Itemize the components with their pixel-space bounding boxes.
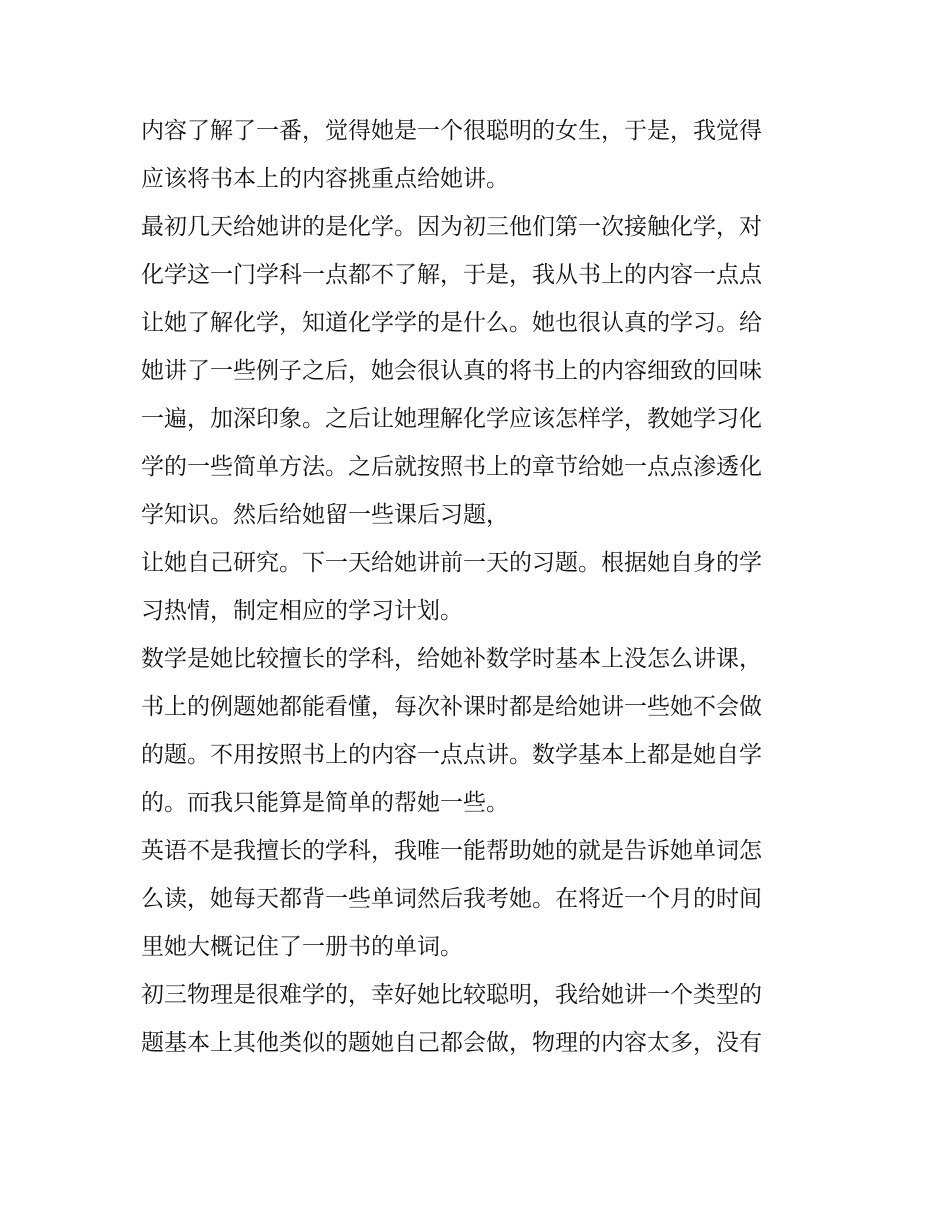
text-line: 的题。不用按照书上的内容一点点讲。数学基本上都是她自学 [141,742,762,768]
text-line: 英语不是我擅长的学科，我唯一能帮助她的就是告诉她单词怎 [141,838,762,864]
text-line: 么读，她每天都背一些单词然后我考她。在将近一个月的时间 [141,886,762,912]
text-line: 题基本上其他类似的题她自己都会做，物理的内容太多，没有 [141,1030,762,1056]
text-line: 化学这一门学科一点都不了解，于是，我从书上的内容一点点 [141,262,762,288]
text-line: 最初几天给她讲的是化学。因为初三他们第一次接触化学，对 [141,214,762,240]
text-line: 让她自己研究。下一天给她讲前一天的习题。根据她自身的学 [141,550,762,576]
text-line: 她讲了一些例子之后，她会很认真的将书上的内容细致的回味 [141,358,762,384]
text-line: 习热情，制定相应的学习计划。 [141,598,463,624]
text-line: 数学是她比较擅长的学科，给她补数学时基本上没怎么讲课， [141,646,762,672]
text-line: 一遍，加深印象。之后让她理解化学应该怎样学，教她学习化 [141,406,762,432]
text-line: 里她大概记住了一册书的单词。 [141,934,463,960]
text-line: 内容了解了一番，觉得她是一个很聪明的女生，于是，我觉得 [141,118,762,144]
text-line: 学知识。然后给她留一些课后习题， [141,502,509,528]
text-line: 书上的例题她都能看懂，每次补课时都是给她讲一些她不会做 [141,694,762,720]
body-text [141,107,821,1067]
text-line: 的。而我只能算是简单的帮她一些。 [141,790,509,816]
text-line: 学的一些简单方法。之后就按照书上的章节给她一点点渗透化 [141,454,762,480]
text-line: 让她了解化学，知道化学学的是什么。她也很认真的学习。给 [141,310,762,336]
text-line: 应该将书本上的内容挑重点给她讲。 [141,166,509,192]
text-line: 初三物理是很难学的，幸好她比较聪明，我给她讲一个类型的 [141,982,762,1008]
